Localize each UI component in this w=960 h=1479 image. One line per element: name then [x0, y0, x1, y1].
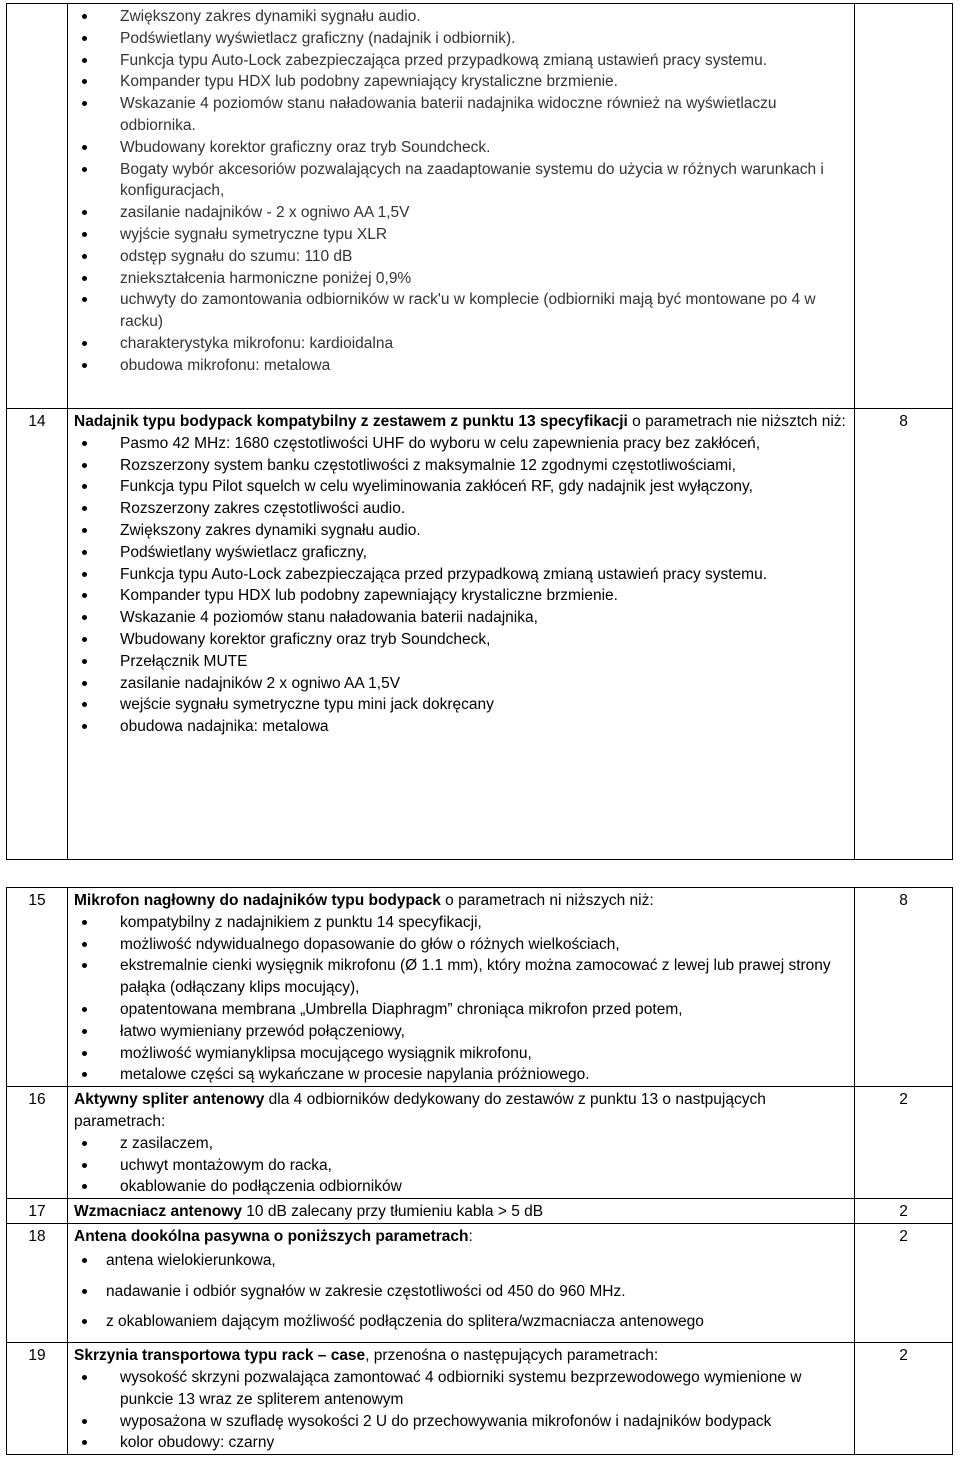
- row-number: 17: [7, 1199, 68, 1224]
- continuation-list: [74, 6, 848, 377]
- table-row: [7, 1343, 953, 1455]
- row-heading: [74, 1226, 848, 1248]
- list-item: opatentowana membrana „Umbrella Diaphragm” chroniąca mikrofon przed potem,: [74, 999, 848, 1021]
- list-item: Rozszerzony system banku częstotliwości z maksymalnie 12 zgodnymi częstotliwościami,: [74, 455, 848, 477]
- row-number: 19: [7, 1343, 68, 1455]
- row-title-suffix: , przenośna o następujących parametrach:: [365, 1347, 659, 1365]
- row-title-suffix: o parametrach ni niższych niż:: [440, 892, 654, 909]
- list-item: obudowa nadajnika: metalowa: [74, 716, 848, 738]
- row-heading: [74, 411, 848, 433]
- row-title: Wzmacniacz antenowy: [74, 1203, 242, 1221]
- list-item: wyjście sygnału symetryczne typu XLR: [74, 224, 848, 246]
- list-item: Bogaty wybór akcesoriów pozwalających na zaadaptowanie systemu do użycia w różnych warunkach i konfiguracjach,: [74, 159, 848, 203]
- table-row: [7, 409, 953, 860]
- row-quantity: 8: [855, 888, 953, 1087]
- list-item: Zwiększony zakres dynamiki sygnału audio.: [74, 520, 848, 542]
- row-title: Nadajnik typu bodypack kompatybilny z zestawem z punktu 13 specyfikacji: [74, 413, 628, 430]
- row-heading: [74, 890, 848, 912]
- row-item-list: [74, 1250, 848, 1333]
- row-quantity: 2: [855, 1223, 953, 1342]
- list-item: Przełącznik MUTE: [74, 651, 848, 673]
- list-item: uchwyt montażowym do racka,: [74, 1155, 848, 1177]
- row-title-suffix: 10 dB zalecany przy tłumieniu kabla > 5 dB: [241, 1203, 544, 1221]
- row-description-cell: [68, 1087, 855, 1199]
- row-description-cell: [68, 409, 855, 860]
- row-title-suffix: dla 4 odbiorników dedykowany do zestawów z punktu 13 o nastpujących parametrach:: [74, 1091, 766, 1130]
- list-item: obudowa mikrofonu: metalowa: [74, 355, 848, 377]
- row-title-suffix: o parametrach nie niższtch niż:: [627, 413, 846, 430]
- spec-table-bottom: [6, 887, 953, 1455]
- row-heading: [74, 1089, 848, 1133]
- row-description-cell: [68, 888, 855, 1087]
- row-title: Aktywny spliter antenowy: [74, 1091, 265, 1109]
- list-item: Rozszerzony zakres częstotliwości audio.: [74, 498, 848, 520]
- list-item: Wskazanie 4 poziomów stanu naładowania baterii nadajnika,: [74, 607, 848, 629]
- row-quantity: 8: [855, 409, 953, 860]
- row-description-cell: [68, 1223, 855, 1342]
- table-row: [7, 1199, 953, 1224]
- list-item: nadawanie i odbiór sygnałów w zakresie częstotliwości od 450 do 960 MHz.: [74, 1281, 848, 1303]
- list-item: z zasilaczem,: [74, 1133, 848, 1155]
- list-item: metalowe części są wykańczane w procesie napylania próżniowego.: [74, 1064, 848, 1086]
- list-item: kolor obudowy: czarny: [74, 1432, 848, 1454]
- list-item: Kompander typu HDX lub podobny zapewniający krystaliczne brzmienie.: [74, 585, 848, 607]
- list-item: możliwość wymianyklipsa mocującego wysiągnik mikrofonu,: [74, 1043, 848, 1065]
- list-item: Funkcja typu Auto-Lock zabezpieczająca przed przypadkową zmianą ustawień pracy systemu.: [74, 564, 848, 586]
- table-row: [7, 1223, 953, 1342]
- table-row: [7, 888, 953, 1087]
- list-item: Wbudowany korektor graficzny oraz tryb Soundcheck.: [74, 137, 848, 159]
- list-item: uchwyty do zamontowania odbiorników w rack'u w komplecie (odbiorniki mają być montowane po 4 w racku): [74, 289, 848, 333]
- list-item: wejście sygnału symetryczne typu mini jack dokręcany: [74, 694, 848, 716]
- list-item: charakterystyka mikrofonu: kardioidalna: [74, 333, 848, 355]
- row-quantity-cell: [855, 4, 953, 409]
- list-item: wysokość skrzyni pozwalająca zamontować 4 odbiorniki systemu bezprzewodowego wymienione w punkcie 13 wraz ze spliterem antenowym: [74, 1367, 848, 1411]
- row-quantity: 2: [855, 1087, 953, 1199]
- list-item: odstęp sygnału do szumu: 110 dB: [74, 246, 848, 268]
- row-item-list: [74, 912, 848, 1086]
- table-row: [7, 4, 953, 409]
- spec-table-top: [6, 3, 953, 860]
- list-item: okablowanie do podłączenia odbiorników: [74, 1176, 848, 1198]
- list-item: kompatybilny z nadajnikiem z punktu 14 specyfikacji,: [74, 912, 848, 934]
- list-item: zasilanie nadajników - 2 x ogniwo AA 1,5V: [74, 202, 848, 224]
- list-item: Wskazanie 4 poziomów stanu naładowania baterii nadajnika widoczne również na wyświetlaczu odbiornika.: [74, 93, 848, 137]
- row-title: Mikrofon nagłowny do nadajników typu bodypack: [74, 892, 441, 909]
- list-item: Kompander typu HDX lub podobny zapewniający krystaliczne brzmienie.: [74, 71, 848, 93]
- row-number: 18: [7, 1223, 68, 1342]
- row-heading: [74, 1201, 848, 1223]
- row-quantity: 2: [855, 1343, 953, 1455]
- list-item: Podświetlany wyświetlacz graficzny (nadajnik i odbiornik).: [74, 28, 848, 50]
- row-heading: [74, 1345, 848, 1367]
- list-item: zniekształcenia harmoniczne poniżej 0,9%: [74, 268, 848, 290]
- row-quantity: 2: [855, 1199, 953, 1224]
- row-title: Antena dookólna pasywna o poniższych parametrach: [74, 1227, 469, 1245]
- list-item: antena wielokierunkowa,: [74, 1250, 848, 1272]
- list-item: wyposażona w szufladę wysokości 2 U do przechowywania mikrofonów i nadajników bodypack: [74, 1411, 848, 1433]
- row-title-suffix: :: [468, 1227, 473, 1245]
- list-item: Pasmo 42 MHz: 1680 częstotliwości UHF do wyboru w celu zapewnienia pracy bez zakłóceń,: [74, 433, 848, 455]
- list-item: Funkcja typu Pilot squelch w celu wyeliminowania zakłóceń RF, gdy nadajnik jest wyłączony,: [74, 476, 848, 498]
- row-item-list: [74, 433, 848, 738]
- list-item: Podświetlany wyświetlacz graficzny,: [74, 542, 848, 564]
- list-item: zasilanie nadajników 2 x ogniwo AA 1,5V: [74, 673, 848, 695]
- row-description-cell: [68, 1343, 855, 1455]
- table-row: [7, 1087, 953, 1199]
- list-item: ekstremalnie cienki wysięgnik mikrofonu (Ø 1.1 mm), który można zamocować z lewej lub prawej strony pałąka (odłączany klips mocujący),: [74, 955, 848, 999]
- row-title: Skrzynia transportowa typu rack – case: [74, 1347, 366, 1365]
- row-number: 15: [7, 888, 68, 1087]
- list-item: Zwiększony zakres dynamiki sygnału audio.: [74, 6, 848, 28]
- row-item-list: [74, 1367, 848, 1454]
- row-description-cell: [68, 4, 855, 409]
- list-item: Funkcja typu Auto-Lock zabezpieczająca przed przypadkową zmianą ustawień pracy systemu.: [74, 50, 848, 72]
- row-number-cell: [7, 4, 68, 409]
- list-item: Wbudowany korektor graficzny oraz tryb Soundcheck,: [74, 629, 848, 651]
- list-item: łatwo wymieniany przewód połączeniowy,: [74, 1021, 848, 1043]
- row-item-list: [74, 1133, 848, 1198]
- row-number: 16: [7, 1087, 68, 1199]
- row-description-cell: [68, 1199, 855, 1224]
- list-item: z okablowaniem dającym możliwość podłączenia do splitera/wzmacniacza antenowego: [74, 1311, 848, 1333]
- row-number: 14: [7, 409, 68, 860]
- list-item: możliwość ndywidualnego dopasowanie do głów o różnych wielkościach,: [74, 934, 848, 956]
